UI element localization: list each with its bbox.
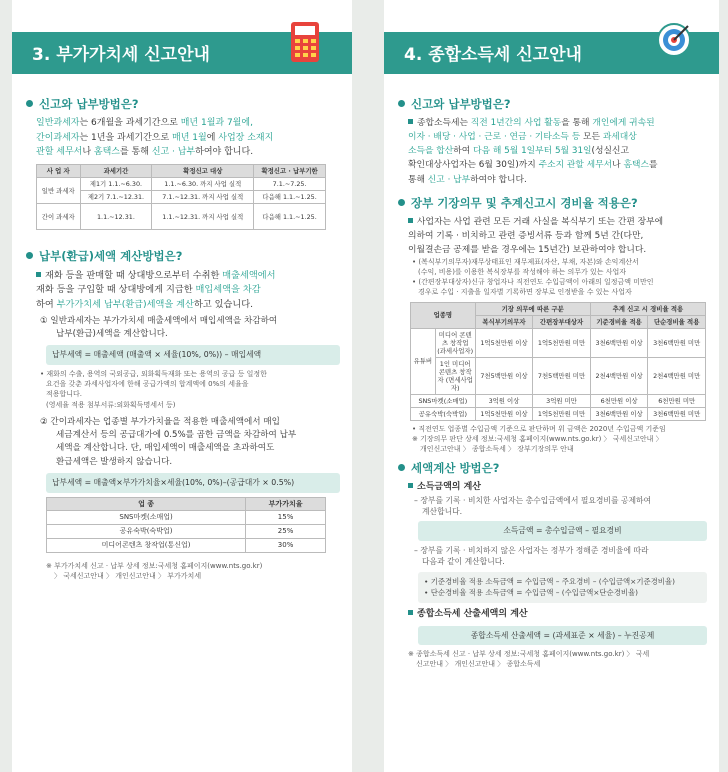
target-icon xyxy=(656,22,692,58)
formula-box: 종합소득세 산출세액 = (과세표준 × 세율) – 누진공제 xyxy=(418,626,707,646)
section-heading: 신고와 납부방법은? xyxy=(398,96,707,113)
section-heading: 장부 기장의무 및 추계신고시 경비율 적용은? xyxy=(398,195,707,212)
subheading: 종합소득세 산출세액의 계산 xyxy=(398,607,707,621)
formula-box: 소득금액 = 총수입금액 – 필요경비 xyxy=(418,521,707,541)
bookkeeping-table: 업종명 기장 의무에 따른 구분 추계 신고 시 경비율 적용 복식부기의무자 간편장부대상자 기준경비율 적용 단순경비율 적용 유튜버 미디어 콘텐츠 창작업 (과세사업자) 1억5천만원 이상 1억5천만원 미만 3천6백만원 이상 3천6백만원 미만 1인 미디어 콘텐츠 창작자 (면세사업자) 7천5백만원 이상 7천5백만원 미만 2천4백만원 이상 2천4백만원 미만 SNS마켓(소매업) 3억원 이상 3억원 미만 6천만원 이상 6천만원 미만 공유숙박(숙박업) 1억5천만원 이상 1억5천만원 미만 3천6백만원 이상 3천6백만원 미만 xyxy=(410,302,706,421)
right-page xyxy=(384,0,719,772)
description: – 장부를 기록 · 비치한 사업자는 총수입금액에서 필요경비를 공제하여 계산합니다. xyxy=(414,495,652,516)
paragraph: 일반과세자는 6개월을 과세기간으로 매년 1월과 7월에, 간이과세자는 1년을 과세기간으로 매년 1월에 사업장 소재지 관할 세무서나 홈택스를 통해 신고 · 납부하여야 합니다. xyxy=(36,118,274,158)
calculator-icon xyxy=(288,20,322,64)
note: • (복식부기의무자)재무상태표인 재무제표(자산, 부채, 자본)와 손익계산서 (수익, 비용)를 이용한 복식장부를 작성해야 하는 의무가 있는 사업자 • (간편장부대상자)신규 창업자나 직전연도 수입금액이 아래의 일정금액 미만인 경우로 수입 · 지출을 일자별 기록하면 장부로 인정받을 수 있는 사업자 xyxy=(412,258,654,297)
note: • 직전연도 업종별 수입금액 기준으로 판단하며 위 금액은 2020년 수입금액 기준임 ※ 기장의무 판단 상세 정보:국세청 홈페이지(www.nts.go.kr) 〉 국세신고안내 〉 개인신고안내 〉 종합소득세 〉 장부기장의무 안내 xyxy=(412,424,666,453)
tax-period-table: 사 업 자 과세기간 확정신고 대상 확정신고 · 납부기한 일반 과세자 제1기 1.1.~6.30. 1.1.~6.30. 까지 사업 실적 7.1.~7.25. 제2기 7.1.~12.31. 7.1.~12.31. 까지 사업 실적 다음해 1.1.~1.25. 간이 과세자 1.1.~12.31. 1.1.~12.31. 까지 사업 실적 다음해 1.1.~1.25. xyxy=(36,164,326,230)
paragraph: 종합소득세는 직전 1년간의 사업 활동을 통해 개인에게 귀속된 이자 · 배당 · 사업 · 근로 · 연금 · 기타소득 등 모든 과세대상 소득을 합산하여 다음 해 5월 1일부터 5월 31일(성실신고 확인대상사업자는 6월 30일)까지 주소지 관할 세무서나 홈택스를 통해 신고 · 납부하여야 합니다. xyxy=(408,118,658,185)
section-heading: 납부(환급)세액 계산방법은? xyxy=(26,248,340,265)
formula-box: 납부세액 = 매출액×부가가치율×세율(10%, 0%)–(공급대가 × 0.5%) xyxy=(46,473,340,493)
subheading: 소득금액의 계산 xyxy=(398,480,707,494)
footnote: ※ 종합소득세 신고 · 납부 상세 정보:국세청 홈페이지(www.nts.go.kr) 〉 국세 신고안내 〉 개인신고안내 〉 종합소득세 xyxy=(408,650,650,669)
item-2: ② 간이과세자는 업종별 부가가치율을 적용한 매출세액에서 매입 세금계산서 등의 공급대가에 0.5%를 곱한 금액을 차감하여 납부 세액을 계산합니다. 단, 매입세액이 매출세액을 초과하여도 환급세액은 발생하지 않습니다. xyxy=(40,416,297,467)
item-1: ① 일반과세자는 부가가치세 매출세액에서 매입세액을 차감하여 납부(환급)세액을 계산합니다. xyxy=(40,315,278,340)
section-title: 4. 종합소득세 신고안내 xyxy=(404,45,582,65)
section-title: 3. 부가가치세 신고안내 xyxy=(32,45,210,65)
paragraph: 재화 등을 판매할 때 상대방으로부터 수취한 매출세액에서 재화 등을 구입할 때 상대방에게 지급한 매입세액을 차감 하여 부가가치세 납부(환급)세액을 계산하고 있습니다. xyxy=(36,269,276,311)
description: – 장부를 기록 · 비치하지 않은 사업자는 정부가 정해준 경비율에 따라 다음과 같이 계산합니다. xyxy=(414,545,649,567)
footnote: ※ 부가가치세 신고 · 납부 상세 정보:국세청 홈페이지(www.nts.go.kr) 〉 국세신고안내 〉 개인신고안내 〉 부가가치세 xyxy=(46,561,263,580)
paragraph: 사업자는 사업 관련 모든 거래 사실을 복식부기 또는 간편 장부에 의하여 기록 · 비치하고 관련 증빙서류 등과 함께 5년 간(다만, 이월결손금 공제를 받을 경우에는 15년간) 보관하여야 합니다. xyxy=(408,216,664,255)
formula-box: 납부세액 = 매출세액 (매출액 × 세율(10%, 0%)) – 매입세액 xyxy=(46,345,340,365)
section-heading: 신고와 납부방법은? xyxy=(26,96,340,113)
section-heading: 세액계산 방법은? xyxy=(398,460,707,477)
value-added-rate-table: 업 종 부가가치율 SNS마켓(소매업) 15% 공유숙박(숙박업) 25% 미디어콘텐츠 창작업(통신업) 30% xyxy=(46,497,326,553)
note: • 재화의 수출, 용역의 국외공급, 외화획득재화 또는 용역의 공급 등 일정한 요건을 갖춘 과세사업자에 한해 공급가액의 합계액에 0%의 세율을 적용합니다. (영세율 적용 첨부서류:외화획득명세서 등) xyxy=(40,370,267,409)
formula-box: • 기준경비율 적용 소득금액 = 수입금액 – 주요경비 – (수입금액×기준경비율) • 단순경비율 적용 소득금액 = 수입금액 – (수입금액×단순경비율) xyxy=(418,572,707,604)
left-page xyxy=(12,0,352,772)
